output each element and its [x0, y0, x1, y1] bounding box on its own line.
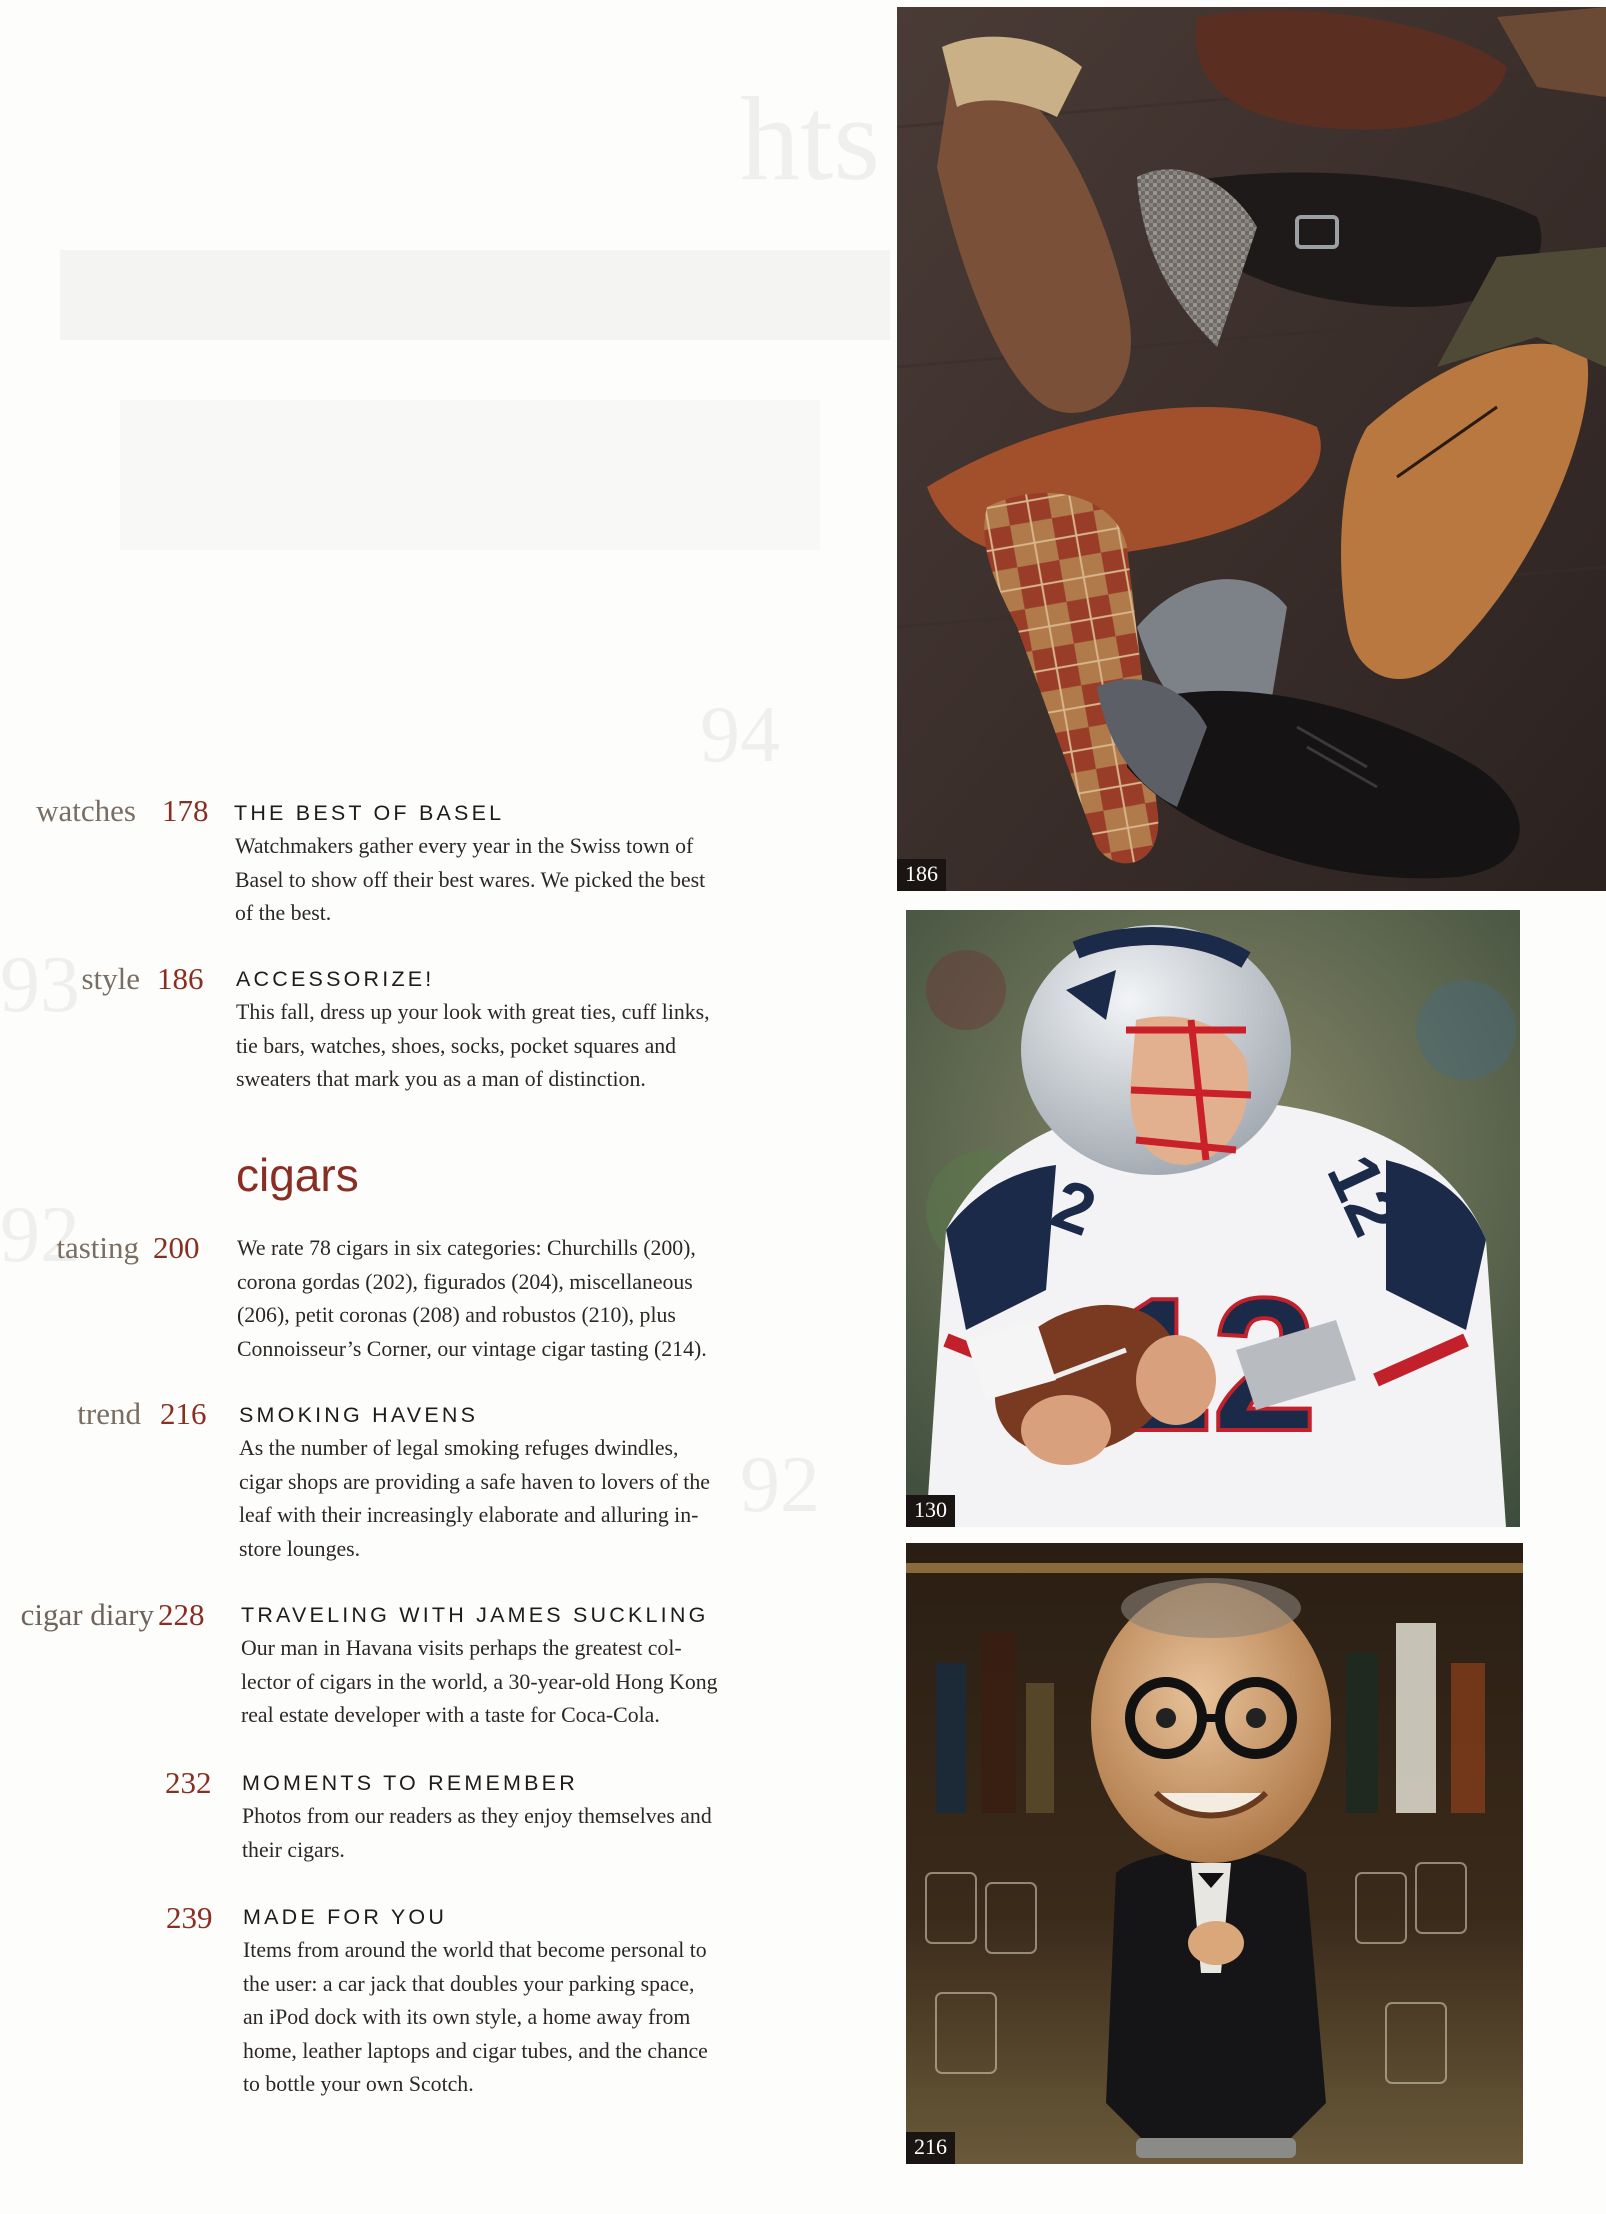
toc-category: tasting — [56, 1230, 139, 1265]
toc-headline: MADE FOR YOU — [243, 1905, 448, 1929]
toc-description: Our man in Havana visits perhaps the greatest col- lector of cigars in the world, a 30-year-old Hong Kong real estate developer with a taste for Coca-Cola. — [241, 1636, 718, 1727]
ghost-block — [120, 400, 820, 550]
toc-headline: ACCESSORIZE! — [236, 967, 435, 991]
jersey-number-shoulder: 12 — [1005, 1150, 1106, 1251]
toc-headline: TRAVELING WITH JAMES SUCKLING — [241, 1603, 709, 1627]
ghost-text: 92 — [740, 1441, 820, 1529]
toc-headline: MOMENTS TO REMEMBER — [242, 1771, 578, 1795]
photo-page-badge: 130 — [906, 1495, 955, 1527]
photo-shoes-socks[interactable] — [897, 7, 1606, 891]
toc-description: Watchmakers gather every year in the Swiss town of Basel to show off their best wares. We picked the best of the best. — [235, 834, 706, 925]
ghost-text: hts — [740, 72, 881, 205]
toc-description: This fall, dress up your look with great ties, cuff links, tie bars, watches, shoes, socks, pocket squares and sweaters that mark you as a man of distinction. — [236, 1000, 710, 1091]
photo-figurine-bar[interactable] — [906, 1543, 1523, 2164]
toc-page-number: 228 — [158, 1597, 205, 1632]
ghost-block — [60, 250, 890, 340]
jersey-number-shoulder: 12 — [1312, 1143, 1417, 1247]
toc-page-number: 216 — [160, 1396, 207, 1431]
toc-description: Photos from our readers as they enjoy themselves and their cigars. — [242, 1804, 712, 1862]
toc-category: watches — [36, 793, 136, 828]
toc-description: Items from around the world that become personal to the user: a car jack that doubles your parking space, an iPod dock with its own style, a home away from home, leather laptops and cigar tubes, and the chance to bottle your own Scotch. — [243, 1938, 708, 2096]
photo-page-badge: 216 — [906, 2132, 955, 2164]
section-title-cigars: cigars — [236, 1149, 359, 1201]
toc-category: style — [81, 961, 140, 996]
toc-category: trend — [77, 1396, 141, 1431]
photo-page-badge: 186 — [897, 859, 946, 891]
toc-headline: SMOKING HAVENS — [239, 1403, 479, 1427]
photo-football-player[interactable] — [906, 910, 1520, 1527]
toc-description: We rate 78 cigars in six categories: Churchills (200), corona gordas (202), figurados (204), miscellaneous (206), petit coronas (208) and robustos (210), plus Connoisseur’s Corner, our vintage cigar tasting (214). — [237, 1236, 707, 1361]
toc-page-number: 186 — [157, 961, 204, 996]
toc-description: As the number of legal smoking refuges dwindles, cigar shops are providing a safe haven to lovers of the leaf with their increasingly elaborate and alluring in- store lounges. — [239, 1436, 710, 1561]
ghost-text: 92 — [0, 1191, 80, 1279]
toc-page-number: 200 — [153, 1230, 200, 1265]
ghost-text: 94 — [700, 691, 780, 779]
toc-page-number: 239 — [166, 1900, 213, 1935]
toc-page-number: 232 — [165, 1765, 212, 1800]
ghost-text: 93 — [0, 941, 80, 1029]
toc-category: cigar diary — [20, 1597, 154, 1632]
toc-page-number: 178 — [162, 793, 209, 828]
toc-headline: THE BEST OF BASEL — [234, 801, 505, 825]
